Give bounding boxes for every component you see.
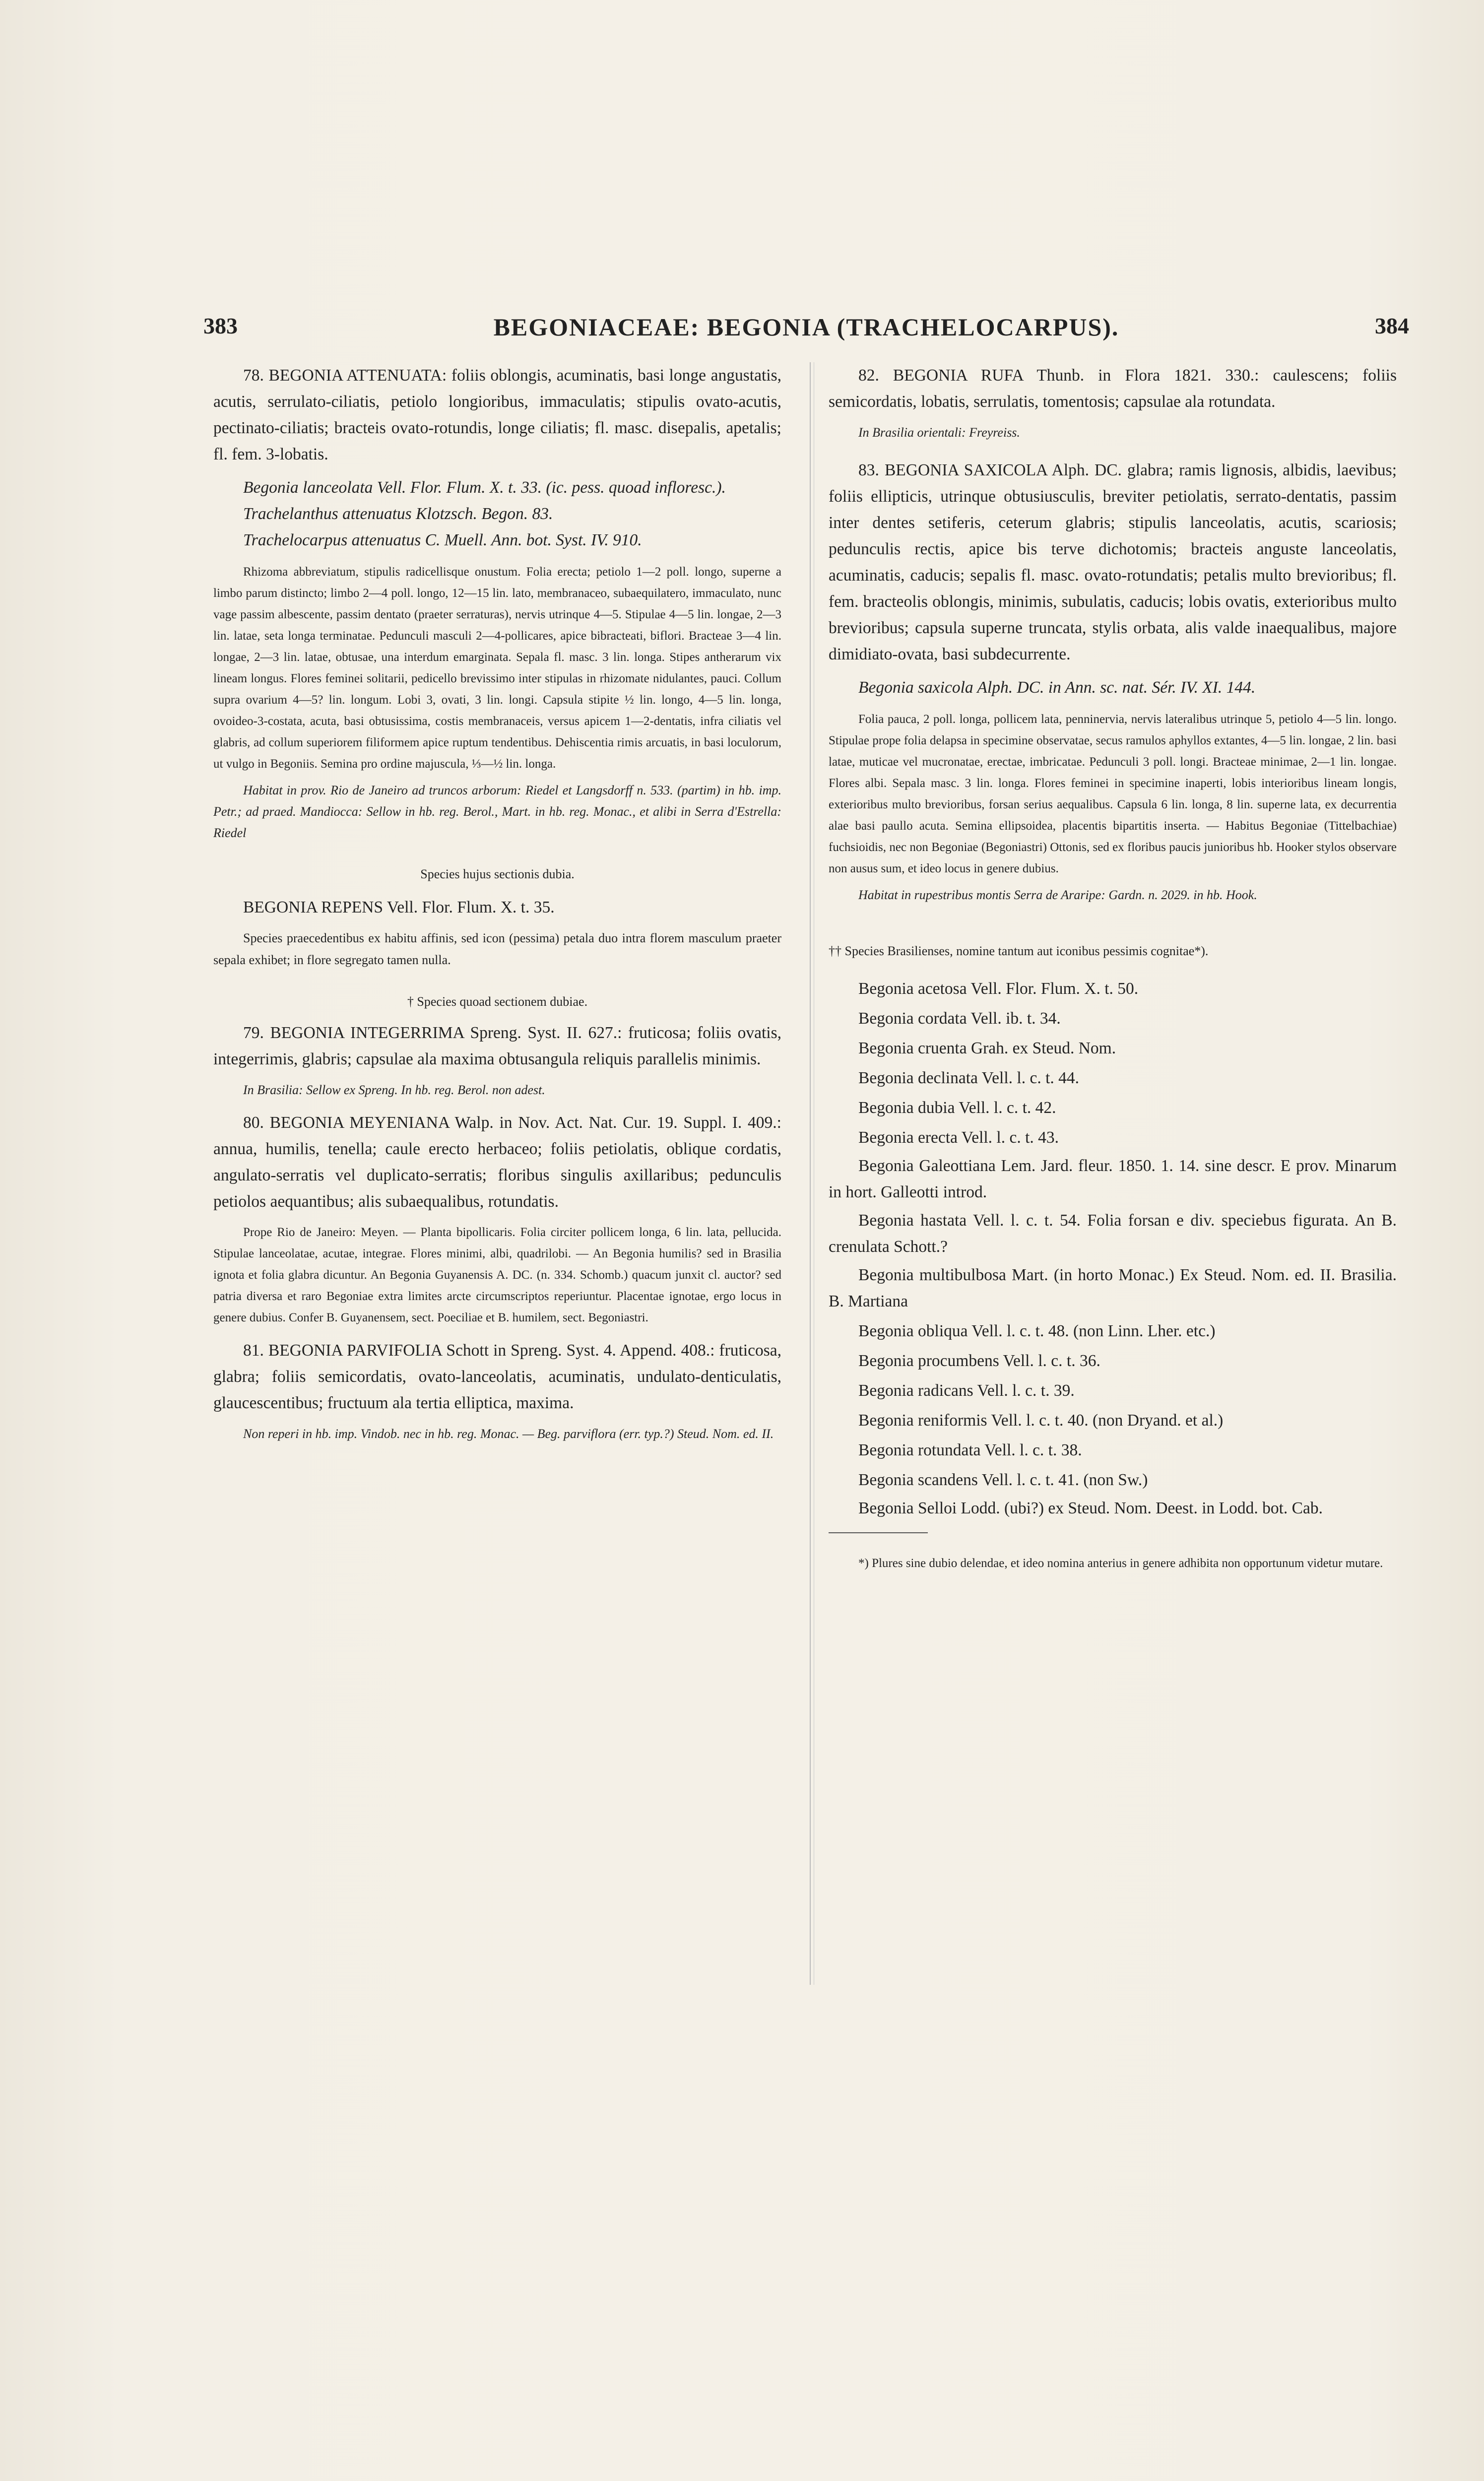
vellozo-species: Begonia hastata Vell. l. c. t. 54. Folia forsan e div. speciebus figurata. An B. crenulata Schott.? <box>829 1211 1397 1256</box>
synonym-83: Begonia saxicola Alph. DC. in Ann. sc. nat. Sér. IV. XI. 144. <box>858 678 1256 697</box>
entry-80: 80. BEGONIA MEYENIANA Walp. in Nov. Act. Nat. Cur. 19. Suppl. I. 409.: annua, humilis, tenella; caule erecto herbaceo; foliis petiolatis, oblique cordatis, angulato-serratis vel duplicato-serratis; floribus singulis axillaribus; pedunculis petiolos aequantibus; alis subaequalibus, rotundatis. <box>213 1113 781 1211</box>
habitat-79: In Brasilia: Sellow ex Spreng. In hb. reg. Berol. non adest. <box>243 1083 545 1097</box>
synonym: Trachelanthus attenuatus Klotzsch. Begon. 83. <box>243 505 553 523</box>
vellozo-species: Begonia cruenta Grah. ex Steud. Nom. <box>858 1039 1116 1057</box>
footnote-rule <box>829 1532 928 1533</box>
description-83: Folia pauca, 2 poll. longa, pollicem lata, penninervia, nervis lateralibus utrinque 5, petiolo 4—5 lin. longo. Stipulae prope folia delapsa in specimine observatae, secus ramulos aphyllos extantes, 4—5 lin. longae, 2 lin. basi latae, muticae vel mucronatae, erectae, imbricatae. Pedunculi 3 poll. longi. Bracteae minimae, 2—1 lin. longae. Flores albi. Sepala masc. 3 lin. longa. Flores feminei in specimine inaperti, lobis interioribus lineam longis, exterioribus multo brevioribus, forsan serius aequalibus. Capsula 6 lin. longa, 8 lin. superne lata, ex decurrentia alae basi paullo acuta. Semina ellipsoidea, placentis bipartitis inserta. — Habitus Begoniae (Tittelbachiae) fuchsioidis, nec non Begoniae (Begoniastri) Ottonis, sed ex floribus paucis junioribus hb. Hooker stylos observare non ausus sum, et ideo locus in genere dubius. <box>829 713 1397 875</box>
section-heading-dubia: Species hujus sectionis dubia. <box>420 867 575 881</box>
left-column <box>213 362 781 1444</box>
page-header <box>203 313 1409 352</box>
vellozo-species: Begonia procumbens Vell. l. c. t. 36. <box>858 1352 1100 1370</box>
column-divider <box>810 362 811 1985</box>
vellozo-species: Begonia multibulbosa Mart. (in horto Monac.) Ex Steud. Nom. ed. II. Brasilia. B. Martiana <box>829 1266 1397 1310</box>
right-column <box>829 362 1397 1574</box>
synonym: Begonia lanceolata Vell. Flor. Flum. X. t. 33. (ic. pess. quoad infloresc.). <box>243 478 726 497</box>
habitat-82: In Brasilia orientali: Freyreiss. <box>858 425 1020 440</box>
vellozo-species: Begonia cordata Vell. ib. t. 34. <box>858 1009 1061 1028</box>
vellozo-species: Begonia rotundata Vell. l. c. t. 38. <box>858 1441 1082 1459</box>
section-heading-dubiae: † Species quoad sectionem dubiae. <box>407 994 588 1009</box>
entry-81: 81. BEGONIA PARVIFOLIA Schott in Spreng. Syst. 4. Append. 408.: fruticosa, glabra; foliis semicordatis, ovato-lanceolatis, acuminatis, undulato-denticulatis, glaucescentibus; fructuum ala tertia elliptica, maxima. <box>213 1341 781 1412</box>
page-number-right: 384 <box>1375 313 1409 338</box>
vellozo-species: Begonia dubia Vell. l. c. t. 42. <box>858 1099 1056 1117</box>
vellozo-species: Begonia scandens Vell. l. c. t. 41. (non Sw.) <box>858 1471 1148 1489</box>
entry-83: 83. BEGONIA SAXICOLA Alph. DC. glabra; ramis lignosis, albidis, laevibus; foliis ellipticis, utrinque obtusiusculis, breviter petiolatis, serrato-dentatis, passim inter dentes setiferis, ceterum glabris; stipulis lanceolatis, acutis, scariosis; pedunculis rectis, apice bis terve dichotomis; bracteis anguste lanceolatis, acuminatis, caducis; sepalis fl. masc. ovato-rotundatis; petalis multo brevioribus; fl. fem. bracteolis oblongis, minimis, subulatis, caducis; lobis ovatis, exterioribus multo brevioribus; capsula superne truncata, stylis orbata, alis valde inaequalibus, majore dimidiato-ovata, basi subdecurrente. <box>829 461 1397 663</box>
vellozo-species: Begonia Galeottiana Lem. Jard. fleur. 1850. 1. 14. sine descr. E prov. Minarum in hort. Galleotti introd. <box>829 1157 1397 1201</box>
page-number-left: 383 <box>203 313 238 338</box>
entry-78: 78. BEGONIA ATTENUATA: foliis oblongis, acuminatis, basi longe angustatis, acutis, serrulato-ciliatis, petiolo longioribus, immaculatis; stipulis ovato-acutis, pectinato-ciliatis; bracteis ovato-rotundis, longe ciliatis; fl. masc. disepalis, apetalis; fl. fem. 3-lobatis. <box>213 366 781 463</box>
vellozo-species: Begonia declinata Vell. l. c. t. 44. <box>858 1069 1080 1087</box>
section-heading-cognitae: †† Species Brasilienses, nomine tantum aut iconibus pessimis cognitae*). <box>829 944 1209 958</box>
habitat-83: Habitat in rupestribus montis Serra de Araripe: Gardn. n. 2029. in hb. Hook. <box>858 888 1257 902</box>
note-repens: Species praecedentibus ex habitu affinis, sed icon (pessima) petala duo intra florem masculum praeter sepala exhibet; in flore segregato tamen nulla. <box>213 931 781 967</box>
entry-repens: BEGONIA REPENS Vell. Flor. Flum. X. t. 35. <box>243 898 555 916</box>
vellozo-species: Begonia erecta Vell. l. c. t. 43. <box>858 1128 1059 1147</box>
synonym: Trachelocarpus attenuatus C. Muell. Ann. bot. Syst. IV. 910. <box>243 531 642 549</box>
description-80: Prope Rio de Janeiro: Meyen. — Planta bipollicaris. Folia circiter pollicem longa, 6 lin. lata, pellucida. Stipulae lanceolatae, acutae, integrae. Flores minimi, albi, quadrilobi. — An Begonia humilis? sed in Brasilia ignota et folia glabra dicuntur. An Begonia Guyanensis A. DC. (n. 334. Schomb.) quacum junxit cl. auctor? sed patria diversa et raro Begoniae extra limites arcte circumscriptos reperiuntur. Placentae ignotae, ergo locus in genere dubius. Confer B. Guyanensem, sect. Poeciliae et B. humilem, sect. Begoniastri. <box>213 1226 781 1324</box>
vellozo-species: Begonia reniformis Vell. l. c. t. 40. (non Dryand. et al.) <box>858 1411 1224 1430</box>
vellozo-species: Begonia acetosa Vell. Flor. Flum. X. t. 50. <box>858 979 1139 998</box>
vellozo-species: Begonia Selloi Lodd. (ubi?) ex Steud. Nom. Deest. in Lodd. bot. Cab. <box>858 1499 1323 1517</box>
entry-79: 79. BEGONIA INTEGERRIMA Spreng. Syst. II. 627.: fruticosa; foliis ovatis, integerrimis, glabris; capsulae ala maxima obtusangula reliquis parallelis minimis. <box>213 1024 781 1068</box>
footnote: *) Plures sine dubio delendae, et ideo nomina anterius in genere adhibita non opportunum videtur mutare. <box>858 1557 1383 1570</box>
vellozo-species: Begonia obliqua Vell. l. c. t. 48. (non Linn. Lher. etc.) <box>858 1322 1216 1340</box>
running-title: BEGONIACEAE: BEGONIA (TRACHELOCARPUS). <box>493 313 1119 341</box>
habitat-81: Non reperi in hb. imp. Vindob. nec in hb. reg. Monac. — Beg. parviflora (err. typ.?) Steud. Nom. ed. II. <box>243 1427 774 1441</box>
vellozo-species: Begonia radicans Vell. l. c. t. 39. <box>858 1381 1075 1400</box>
description-78: Rhizoma abbreviatum, stipulis radicellisque onustum. Folia erecta; petiolo 1—2 poll. longo, superne a limbo parum distincto; limbo 2—4 poll. longo, 12—15 lin. lato, membranaceo, subaequilatero, immaculato, nunc vage passim albescente, passim dentato (praeter serraturas), nervis utrinque 4—5. Stipulae 4—5 lin. longae, 2—3 lin. latae, seta longa terminatae. Pedunculi masculi 2—4-pollicares, apice bibracteati, biflori. Bracteae 3—4 lin. longae, 2—3 lin. latae, obtusae, una interdum emarginata. Sepala fl. masc. 3 lin. longa. Stipes antherarum vix lineam longus. Flores feminei solitarii, pedicello brevissimo inter stipulas in rhizomate nidulantes, pauci. Collum supra ovarium 4—5? lin. longum. Lobi 3, ovati, 3 lin. longi. Capsula stipite ½ lin. longo, 4—5 lin. longa, ovoideo-3-costata, acuta, basi obtusissima, costis membranaceis, versus apicem 1—2-dentatis, infra ciliatis vel glabris, ad collum superiorem filiformem apice ruptum tendentibus. Dehiscentia rimis arcuatis, in basi loculorum, ut vulgo in Begoniis. Semina pro ordine majuscula, ⅓—½ lin. longa. <box>213 565 781 771</box>
entry-82: 82. BEGONIA RUFA Thunb. in Flora 1821. 330.: caulescens; foliis semicordatis, lobatis, serrulatis, tomentosis; capsulae ala rotundata. <box>829 366 1397 411</box>
habitat-78: Habitat in prov. Rio de Janeiro ad truncos arborum: Riedel et Langsdorff n. 533. (partim) in hb. imp. Petr.; ad praed. Mandiocca: Sellow in hb. reg. Berol., Mart. in hb. reg. Monac., et alibi in Serra d'Estrella: Riedel <box>213 783 781 840</box>
